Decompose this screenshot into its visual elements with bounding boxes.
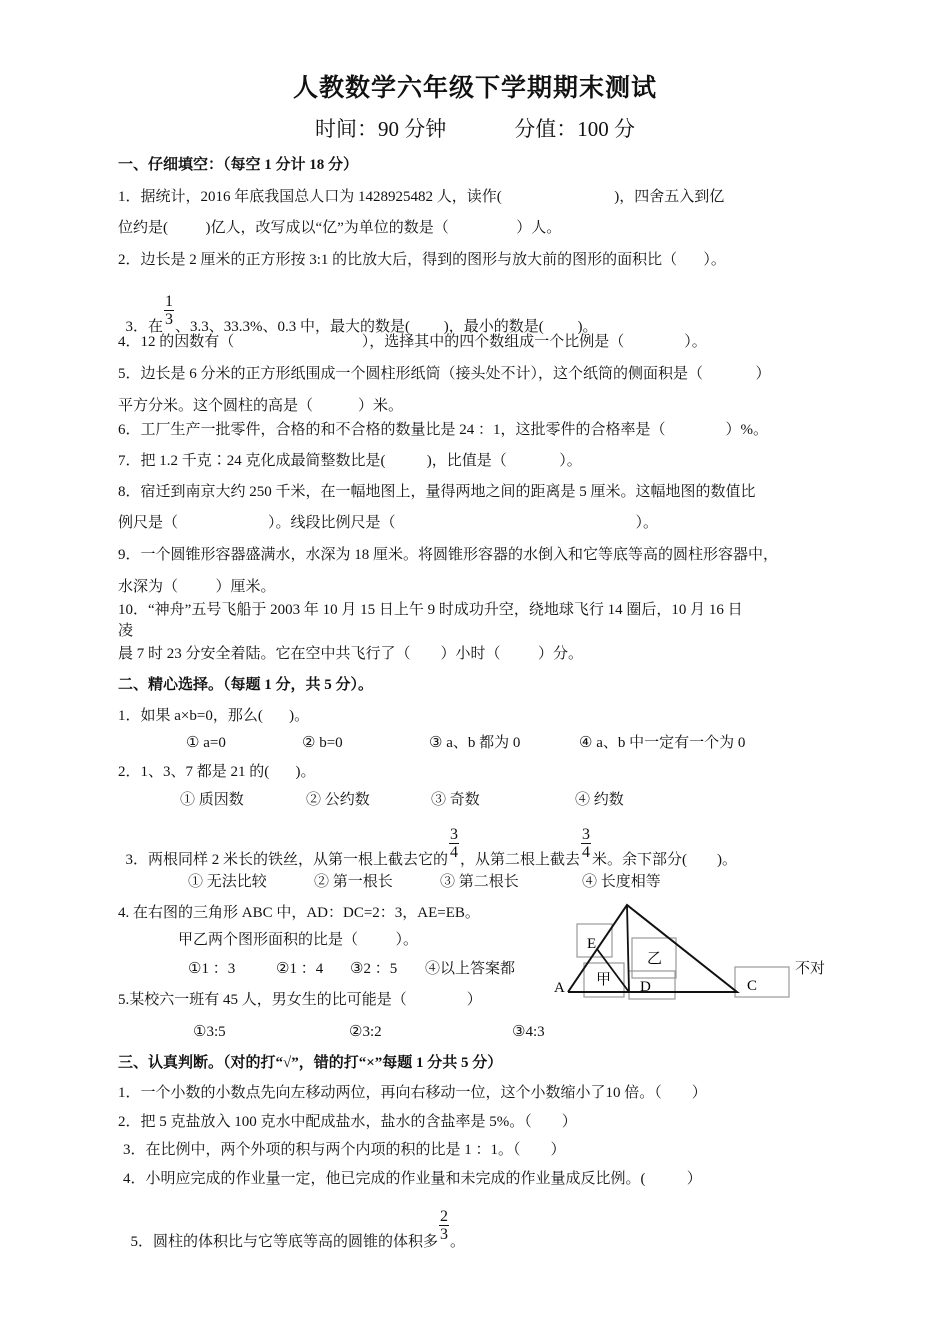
s2-q1-option-1: ① a=0 xyxy=(186,735,226,751)
s2-q1: 1．如果 a×b=0，那么( )。 xyxy=(118,708,310,724)
s1-q7: 7．把 1.2 千克∶24 克化成最简整数比是( )，比值是（ ）。 xyxy=(118,453,582,469)
fraction-numerator: 3 xyxy=(450,826,459,844)
s2-q5: 5.某校六一班有 45 人，男女生的比可能是（ ） xyxy=(118,992,482,1008)
s1-q8-line1: 8．宿迁到南京大约 250 千米，在一幅地图上，量得两地之间的距离是 5 厘米。这幅地图的数值比 xyxy=(118,484,756,500)
s2-q5-option-1: ①3:5 xyxy=(193,1024,226,1040)
s1-q1-line2: 位约是( )亿人，改写成以“亿”为单位的数是（ ）人。 xyxy=(118,220,562,236)
s1-q3-prefix: 3．在 xyxy=(125,319,164,335)
region-jia-label: 甲 xyxy=(596,972,612,988)
s2-q4-option-4-tail: 不对 xyxy=(795,961,826,977)
s1-q10-line3: 晨 7 时 23 分安全着陆。它在空中共飞行了（ ）小时（ ）分。 xyxy=(118,646,584,662)
s2-q4-line2: 甲乙两个图形面积的比是（ ）。 xyxy=(178,932,419,948)
fraction-denominator: 4 xyxy=(582,844,591,862)
s1-q1-line1: 1．据统计，2016 年底我国总人口为 1428925482 人，读作( )，四舍五入到亿 xyxy=(118,189,725,205)
s2-q3-option-1: ① 无法比较 xyxy=(188,874,267,890)
s2-q3 xyxy=(118,826,738,870)
s3-q3: 3．在比例中，两个外项的积与两个内项的积的比是 1 ：1。（ ） xyxy=(123,1142,566,1158)
total-score: 分值：100 分 xyxy=(514,117,635,141)
fraction-denominator: 4 xyxy=(450,844,459,862)
s3-q5-fraction xyxy=(439,1208,449,1243)
s2-q1-option-4: ④ a、b 中一定有一个为 0 xyxy=(579,735,746,751)
vertex-a-label: A xyxy=(554,980,565,996)
s1-q5-line2: 平方分米。这个圆柱的高是（ ）米。 xyxy=(118,398,404,414)
section-3-heading: 三、认真判断。（对的打“√”，错的打“×”每题 1 分共 5 分） xyxy=(118,1055,503,1071)
page-subtitle xyxy=(0,113,950,143)
s1-q8-line2: 例尺是（ ）。线段比例尺是（ ）。 xyxy=(118,515,659,531)
triangle-abc-diagram xyxy=(540,895,790,1010)
s2-q3-fraction-1 xyxy=(449,826,459,861)
label-box-d xyxy=(629,971,675,999)
s1-q6: 6．工厂生产一批零件，合格的和不合格的数量比是 24 ：1，这批零件的合格率是（ ）%。 xyxy=(118,422,768,438)
s1-q10-line1: 10．“神舟”五号飞船于 2003 年 10 月 15 日上午 9 时成功升空，绕地球飞行 14 圈后，10 月 16 日 xyxy=(118,602,743,618)
fraction-numerator: 2 xyxy=(440,1208,449,1226)
s2-q3-middle: ，从第二根上截去 xyxy=(460,852,581,868)
s2-q5-option-3: ③4:3 xyxy=(512,1024,545,1040)
s2-q3-option-4: ④ 长度相等 xyxy=(582,874,661,890)
s2-q4-option-2: ②1 ：4 xyxy=(276,961,324,977)
s1-q5-line1: 5．边长是 6 分米的正方形纸围成一个圆柱形纸筒（接头处不计），这个纸筒的侧面积是（ ） xyxy=(118,366,771,382)
point-e-label: E xyxy=(587,936,597,952)
s2-q1-option-2: ② b=0 xyxy=(302,735,343,751)
s2-q2-option-1: ① 质因数 xyxy=(180,792,244,808)
time-limit: 时间：90 分钟 xyxy=(315,117,447,141)
section-2-heading: 二、精心选择。（每题 1 分，共 5 分）。 xyxy=(118,677,374,693)
fraction-denominator: 3 xyxy=(165,311,174,329)
s1-q3-fraction xyxy=(164,293,174,328)
s2-q4-line1: 4. 在右图的三角形 ABC 中，AD：DC=2：3，AE=EB。 xyxy=(118,905,480,921)
s2-q4-option-1: ①1 ：3 xyxy=(188,961,236,977)
vertex-c-label: C xyxy=(747,978,758,994)
s2-q1-option-3: ③ a、b 都为 0 xyxy=(429,735,521,751)
s2-q3-suffix: 米。余下部分( )。 xyxy=(592,852,738,868)
label-box-c xyxy=(735,967,789,997)
s3-q5-prefix: 5．圆柱的体积比与它等底等高的圆锥的体积多 xyxy=(130,1234,439,1250)
s1-q9-line2: 水深为（ ）厘米。 xyxy=(118,579,276,595)
segment-bd xyxy=(627,905,629,992)
fraction-denominator: 3 xyxy=(440,1226,449,1244)
s2-q5-option-2: ②3:2 xyxy=(349,1024,382,1040)
s1-q9-line1: 9．一个圆锥形容器盛满水，水深为 18 厘米。将圆锥形容器的水倒入和它等底等高的圆柱形容器中， xyxy=(118,547,779,563)
s1-q2: 2．边长是 2 厘米的正方形按 3:1 的比放大后，得到的图形与放大前的图形的面积比（ ）。 xyxy=(118,252,726,268)
s2-q3-option-3: ③ 第二根长 xyxy=(440,874,519,890)
s2-q2: 2．1、3、7 都是 21 的( )。 xyxy=(118,764,316,780)
s2-q3-prefix: 3．两根同样 2 米长的铁丝，从第一根上截去它的 xyxy=(125,852,449,868)
point-d-label: D xyxy=(640,979,651,995)
s1-q3 xyxy=(118,293,598,337)
s1-q3-suffix: 、3.3、33.3%、0.3 中，最大的数是( )，最小的数是( )。 xyxy=(175,319,598,335)
s2-q4-option-3: ③2 ：5 xyxy=(350,961,398,977)
s2-q2-option-4: ④ 约数 xyxy=(575,792,624,808)
s2-q4-option-4: ④以上答案都 xyxy=(425,961,516,977)
s3-q2: 2．把 5 克盐放入 100 克水中配成盐水，盐水的含盐率是 5%。（ ） xyxy=(118,1114,577,1130)
s3-q4: 4．小明应完成的作业量一定，他已完成的作业量和未完成的作业量成反比例。( ） xyxy=(123,1171,702,1187)
page-title: 人教数学六年级下学期期末测试 xyxy=(292,75,657,102)
fraction-numerator: 1 xyxy=(165,293,174,311)
s1-q4: 4．12 的因数有（ ），选择其中的四个数组成一个比例是（ ）。 xyxy=(118,334,707,350)
fraction-numerator: 3 xyxy=(582,826,591,844)
s3-q1: 1．一个小数的小数点先向左移动两位，再向右移动一位，这个小数缩小了10 倍。（ ） xyxy=(118,1085,707,1101)
s3-q5 xyxy=(123,1208,466,1252)
s2-q2-option-2: ② 公约数 xyxy=(306,792,370,808)
s2-q2-option-3: ③ 奇数 xyxy=(431,792,480,808)
s2-q3-fraction-2 xyxy=(581,826,591,861)
section-1-heading: 一、仔细填空：（每空 1 分计 18 分） xyxy=(118,157,359,173)
s2-q3-option-2: ② 第一根长 xyxy=(314,874,393,890)
s1-q10-line2: 凌 xyxy=(118,623,134,639)
region-yi-label: 乙 xyxy=(647,951,663,967)
s3-q5-suffix: 。 xyxy=(450,1234,466,1250)
